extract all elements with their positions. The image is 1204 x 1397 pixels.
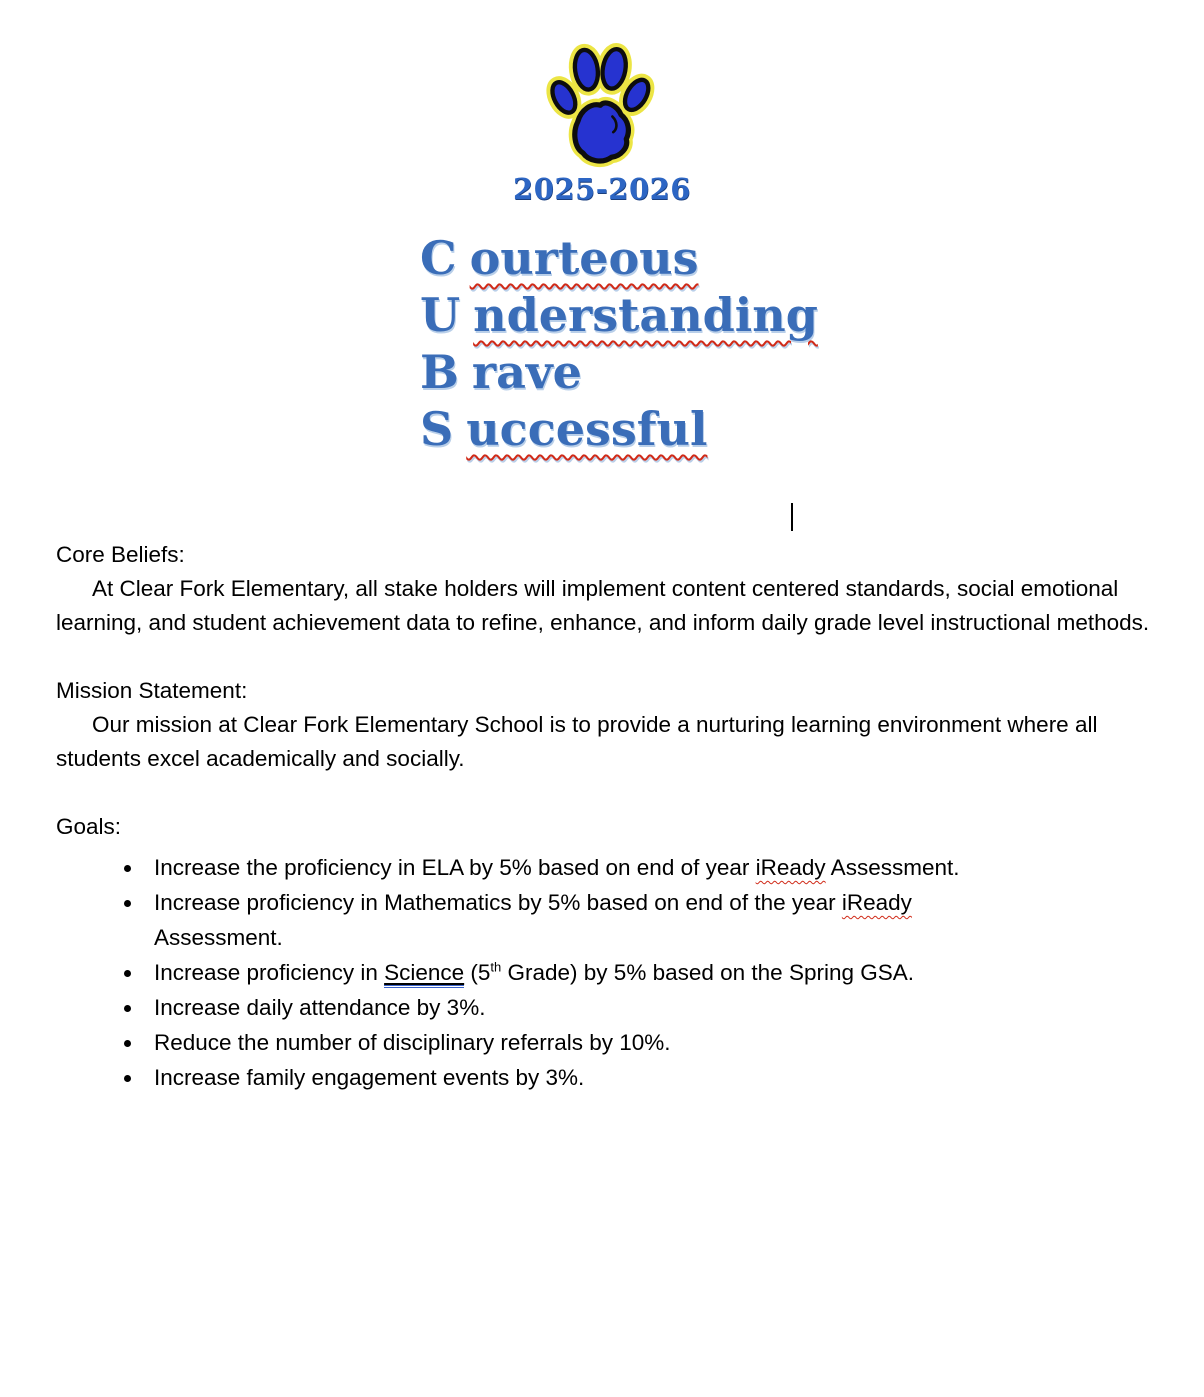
acrostic-rest: nderstanding: [473, 288, 818, 342]
core-beliefs-paragraph: At Clear Fork Elementary, all stake holders will implement content centered standards, social emotional learning, and student achievement data to refine, enhance, and inform daily grade level instructional methods.: [56, 576, 1150, 635]
goals-heading: Goals:: [56, 814, 122, 839]
goal-item: • Increase daily attendance by 3%.: [144, 990, 1044, 1025]
goal-item: • Reduce the number of disciplinary referrals by 10%.: [144, 1025, 1044, 1060]
cubs-acrostic: [420, 230, 818, 458]
paw-print-icon: [544, 42, 660, 172]
goals-list: [56, 850, 1150, 1095]
goal-item: • Increase family engagement events by 3%.: [144, 1060, 1044, 1095]
acrostic-initial: U: [420, 288, 461, 342]
spacer: [56, 776, 1150, 810]
acrostic-rest: ourteous: [469, 231, 699, 285]
goal-item: • Increase proficiency in Mathematics by 5% based on end of the year iReady Assessment.: [144, 885, 1044, 955]
goal-item: • Increase proficiency in Science (5th Grade) by 5% based on the Spring GSA.: [144, 955, 1044, 990]
acrostic-rest: uccessful: [466, 402, 708, 456]
spacer: [56, 640, 1150, 674]
acrostic-initial: C: [420, 231, 457, 285]
acrostic-line-successful: [420, 401, 818, 458]
text-cursor: [791, 503, 793, 531]
acrostic-rest: rave: [471, 345, 582, 399]
mission-paragraph: Our mission at Clear Fork Elementary School is to provide a nurturing learning environment where all students excel academically and socially.: [56, 712, 1098, 771]
acrostic-initial: S: [420, 402, 454, 456]
acrostic-line-understanding: [420, 287, 818, 344]
school-year-label: 2025-2026: [513, 172, 691, 206]
goal-item: • Increase the proficiency in ELA by 5% based on end of year iReady Assessment.: [144, 850, 1044, 885]
acrostic-initial: B: [420, 345, 459, 399]
document-body: [56, 538, 1150, 1095]
core-beliefs-heading: Core Beliefs:: [56, 542, 185, 567]
school-logo-block: [0, 42, 1204, 206]
acrostic-line-brave: [420, 344, 818, 401]
acrostic-line-courteous: [420, 230, 818, 287]
mission-heading: Mission Statement:: [56, 678, 248, 703]
